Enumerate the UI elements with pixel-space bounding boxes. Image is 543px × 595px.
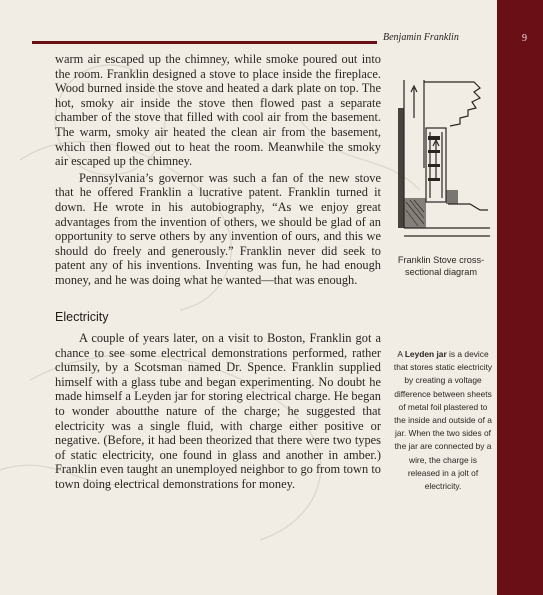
page-number: 9 [522, 33, 527, 44]
sidebar-term-prefix: A [397, 349, 405, 359]
paragraph-1: warm air escaped up the chimney, while smoke poured out into the room. Franklin designed a stove to place inside the fireplace. Wood burned inside the stove and heated a dark plate on top. The hot, smoky air inside the stove then flowed past a separate chamber of the stove that filled with cool air from the basement. The warm, smoky air heated the clean air from the basement, which then flowed out to heat the room. Meanwhile the smoky air escaped up the chimney. [55, 52, 381, 169]
running-header-author: Benjamin Franklin [383, 32, 459, 43]
header-rule [32, 41, 377, 44]
main-text-column [55, 52, 381, 492]
figure-caption: Franklin Stove cross-sectional diagram [397, 255, 485, 277]
right-margin-band [497, 0, 543, 595]
sidebar-definition: is a device that stores static electricity by creating a voltage difference between sheets of metal foil plastered to the inside and outside of a jar. When the two sides of the jar are connected by a wire, the charge is released in a jolt of electricity. [393, 349, 493, 492]
paragraph-3: A couple of years later, on a visit to Boston, Franklin got a chance to see some electrical demonstrations performed, rather clumsily, by a Scotsman named Dr. Spence. Franklin supplied himself with a glass tube and began experimenting. No doubt he made himself a Leyden jar for storing electrical charge. He began to wonder aboutthe nature of the charge; he suggested that electricity was a single fluid, with charge either positive or negative. (Before, it had been theorized that there were two types of static electricity, one found in glass and another in amber.) Franklin even taught an unemployed neighbor to go from town to town doing electrical demonstrations for money. [55, 331, 381, 492]
sidebar-note [393, 348, 493, 493]
paragraph-2: Pennsylvania’s governor was such a fan of the new stove that he offered Franklin a lucrative patent. Franklin turned it down. He wrote in his autobiography, “As we enjoy great advantages from the invention of others, we should be glad of an opportunity to serve others by any invention of ours, and this we should do freely and generously.” Franklin never did seek to patent any of his inventions. Inventing was fun, he had enough money, and he was doing what he wanted—that was enough. [55, 170, 381, 287]
section-heading-electricity: Electricity [55, 309, 109, 324]
sidebar-term: Leyden jar [404, 349, 447, 359]
stove-diagram-icon [384, 78, 494, 248]
